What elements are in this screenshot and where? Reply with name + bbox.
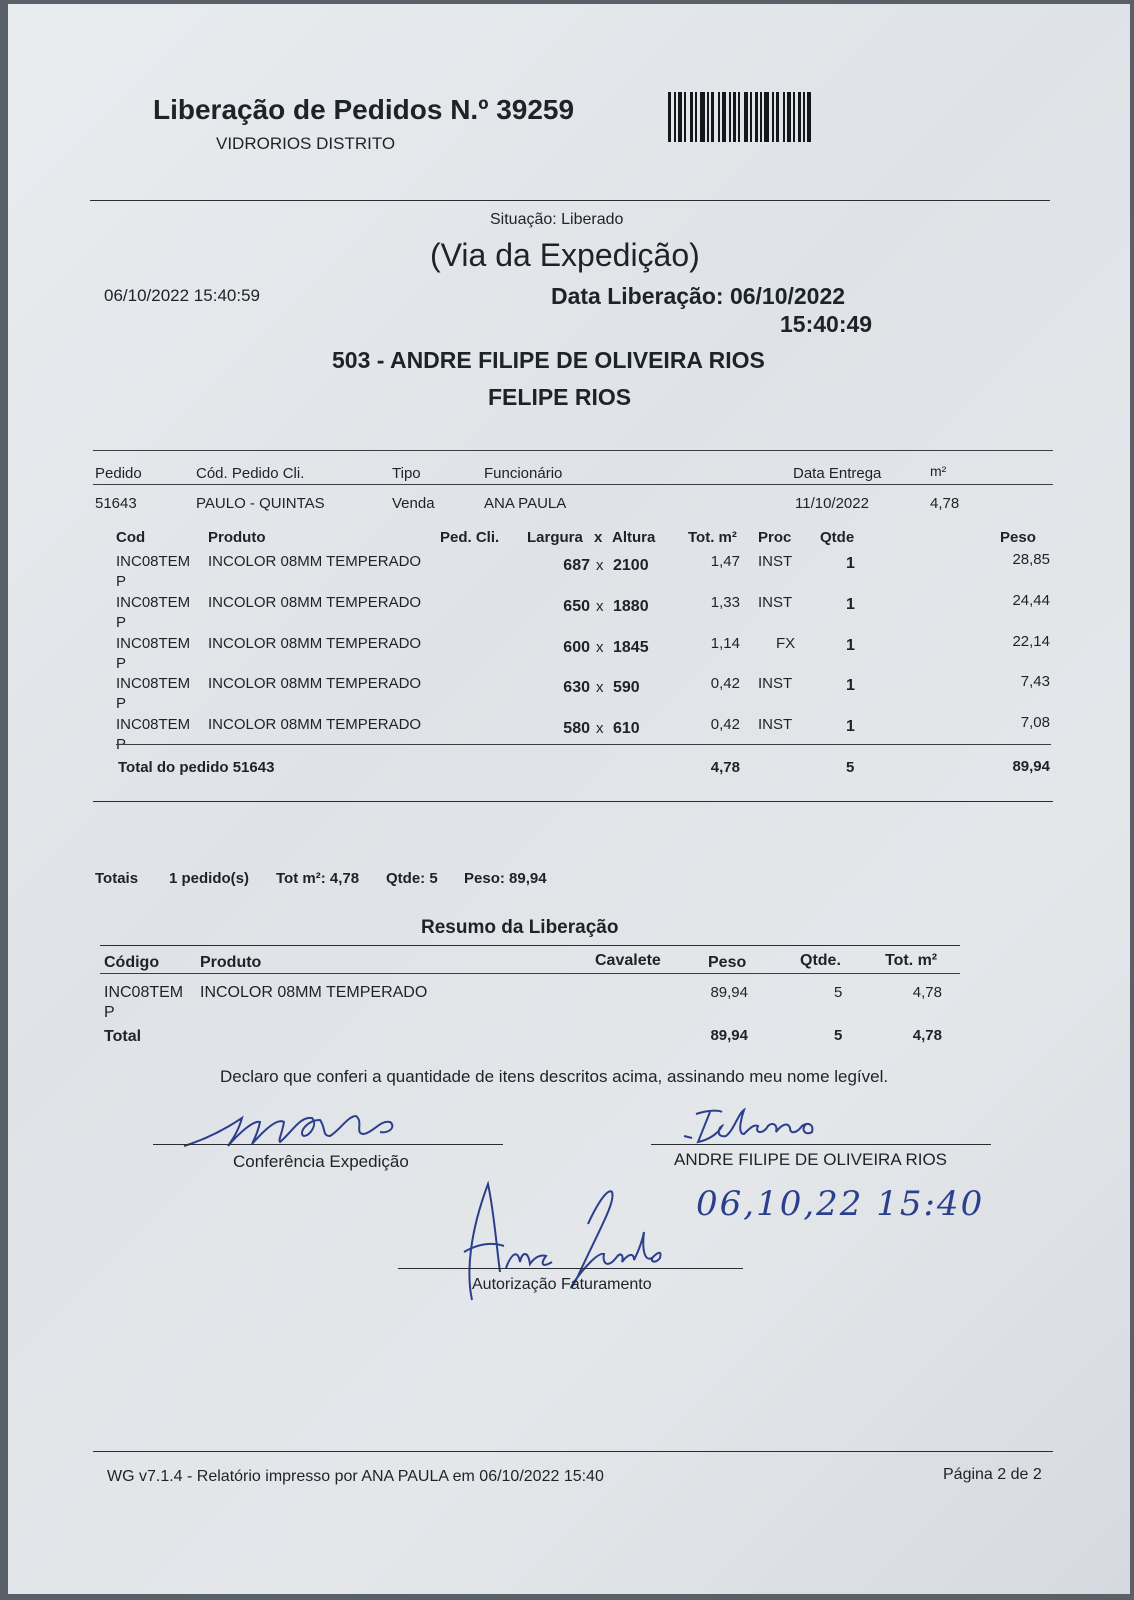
item-cod-suffix: P xyxy=(116,695,127,713)
order-pedido: 51643 xyxy=(95,495,137,512)
item-largura: 630 xyxy=(563,679,590,697)
order-tipo: Venda xyxy=(392,495,435,512)
resumo-peso-header: Peso xyxy=(708,954,747,971)
header-divider xyxy=(90,200,1050,201)
autorizacao-label: Autorização Faturamento xyxy=(472,1276,652,1293)
document-title: Liberação de Pedidos N.º 39259 xyxy=(153,94,575,125)
client-signature-line xyxy=(651,1144,991,1145)
item-x-header: x xyxy=(594,529,603,546)
order-table-top-rule xyxy=(93,450,1053,451)
conferencia-signature-line xyxy=(153,1144,503,1145)
item-x: x xyxy=(596,679,604,697)
item-proc: INST xyxy=(758,675,793,693)
col-tipo-header: Tipo xyxy=(392,465,421,482)
items-bottom-divider xyxy=(93,801,1053,802)
situacao-text: Situação: Liberado xyxy=(490,211,624,228)
barcode-icon xyxy=(668,92,838,142)
resumo-header-rule xyxy=(100,973,960,974)
resumo-peso: 89,94 xyxy=(710,984,748,1001)
item-peso: 24,44 xyxy=(1012,591,1050,609)
client-signature xyxy=(678,1100,838,1150)
resumo-cavalete-header: Cavalete xyxy=(595,952,661,969)
item-cod-suffix: P xyxy=(116,613,127,631)
item-proc: INST xyxy=(758,593,793,611)
item-cod: INC08TEM xyxy=(116,634,191,652)
item-produto: INCOLOR 08MM TEMPERADO xyxy=(208,716,422,734)
resumo-top-rule xyxy=(100,945,960,946)
data-liberacao: Data Liberação: 06/10/2022 xyxy=(551,283,846,309)
item-altura: 2100 xyxy=(613,557,649,574)
printed-datetime: 06/10/2022 15:40:59 xyxy=(104,286,260,305)
order-table-header-rule xyxy=(93,484,1053,485)
item-produto: INCOLOR 08MM TEMPERADO xyxy=(208,593,422,611)
item-tot-m2: 0,42 xyxy=(710,675,740,693)
col-cod-pedido-cli-header: Cód. Pedido Cli. xyxy=(196,465,305,482)
resumo-codigo-2: P xyxy=(104,1004,115,1021)
order-m2: 4,78 xyxy=(930,495,960,512)
resumo-codigo-header: Código xyxy=(104,954,160,971)
item-altura: 1880 xyxy=(613,597,649,615)
items-total-peso: 89,94 xyxy=(1012,758,1050,775)
item-proc: INST xyxy=(758,716,793,734)
totais-qtde: Qtde: 5 xyxy=(386,870,438,887)
item-qtde: 1 xyxy=(846,677,855,695)
totais-m2: Tot m²: 4,78 xyxy=(276,870,360,887)
resumo-tot-m2-header: Tot. m² xyxy=(885,952,938,969)
col-funcionario-header: Funcionário xyxy=(484,465,563,482)
resumo-codigo-1: INC08TEM xyxy=(104,984,184,1001)
item-cod: INC08TEM xyxy=(116,593,191,611)
item-largura: 600 xyxy=(563,638,590,656)
resumo-produto: INCOLOR 08MM TEMPERADO xyxy=(200,984,428,1001)
item-proc-header: Proc xyxy=(758,529,792,546)
via-text: (Via da Expedição) xyxy=(430,237,700,273)
item-produto: INCOLOR 08MM TEMPERADO xyxy=(208,675,422,693)
item-tot-m2-header: Tot. m² xyxy=(688,529,737,546)
item-qtde: 1 xyxy=(846,595,855,613)
footer-page: Página 2 de 2 xyxy=(943,1466,1042,1483)
item-peso: 7,08 xyxy=(1020,714,1050,732)
item-largura: 650 xyxy=(563,597,590,615)
items-total-m2: 4,78 xyxy=(710,759,740,776)
item-cod: INC08TEM xyxy=(116,553,191,570)
item-produto: INCOLOR 08MM TEMPERADO xyxy=(208,553,422,570)
item-largura: 687 xyxy=(563,557,590,574)
item-largura: 580 xyxy=(563,720,590,738)
item-largura-header: Largura xyxy=(527,529,583,546)
col-pedido-header: Pedido xyxy=(95,465,142,482)
item-altura-header: Altura xyxy=(612,529,656,546)
item-cod-suffix: P xyxy=(116,736,127,754)
order-data-entrega: 11/10/2022 xyxy=(795,495,869,512)
order-cod-pedido-cli: PAULO - QUINTAS xyxy=(196,495,325,512)
item-cod-suffix: P xyxy=(116,573,127,590)
company-name: VIDRORIOS DISTRITO xyxy=(216,134,396,153)
item-altura: 610 xyxy=(613,720,640,738)
resumo-tot-m2: 4,78 xyxy=(912,984,942,1001)
items-total-label: Total do pedido 51643 xyxy=(118,759,275,776)
totais-pedidos: 1 pedido(s) xyxy=(169,870,250,887)
client-line: 503 - ANDRE FILIPE DE OLIVEIRA RIOS xyxy=(332,347,765,373)
item-x: x xyxy=(596,638,604,656)
item-proc: INST xyxy=(758,553,793,570)
item-qtde: 1 xyxy=(846,718,855,736)
resumo-title: Resumo da Liberação xyxy=(421,917,619,938)
item-qtde: 1 xyxy=(846,636,855,654)
item-peso: 22,14 xyxy=(1012,632,1050,650)
footer-divider xyxy=(93,1451,1053,1452)
item-produto: INCOLOR 08MM TEMPERADO xyxy=(208,634,422,652)
item-x: x xyxy=(596,720,604,738)
items-total-qtde: 5 xyxy=(846,759,855,776)
item-cod: INC08TEM xyxy=(116,716,191,734)
item-produto-header: Produto xyxy=(208,529,266,546)
item-cod-header: Cod xyxy=(116,529,146,546)
item-tot-m2: 1,47 xyxy=(710,553,740,570)
item-cod-suffix: P xyxy=(116,654,127,672)
resumo-qtde: 5 xyxy=(834,984,843,1001)
handwritten-date: 06,10,22 15:40 xyxy=(696,1184,985,1224)
item-ped-cli-header: Ped. Cli. xyxy=(440,529,500,546)
footer-report: WG v7.1.4 - Relatório impresso por ANA PAULA em 06/10/2022 15:40 xyxy=(107,1468,604,1485)
col-m2-header: m² xyxy=(930,463,947,479)
resumo-produto-header: Produto xyxy=(200,954,262,971)
resumo-total-peso: 89,94 xyxy=(710,1027,748,1044)
resumo-total-tot-m2: 4,78 xyxy=(912,1027,942,1044)
item-altura: 1845 xyxy=(613,638,649,656)
item-altura: 590 xyxy=(613,679,640,697)
order-funcionario: ANA PAULA xyxy=(484,495,567,512)
item-cod: INC08TEM xyxy=(116,675,191,693)
item-peso-header: Peso xyxy=(1000,529,1036,546)
item-tot-m2: 1,33 xyxy=(710,593,740,611)
items-total-rule xyxy=(116,744,1051,745)
totais-label: Totais xyxy=(95,870,139,887)
item-tot-m2: 0,42 xyxy=(710,716,740,734)
item-proc: FX xyxy=(776,634,796,652)
item-x: x xyxy=(596,557,604,574)
resumo-total-qtde: 5 xyxy=(834,1027,843,1044)
item-peso: 7,43 xyxy=(1020,673,1050,691)
item-x: x xyxy=(596,597,604,615)
item-tot-m2: 1,14 xyxy=(710,634,740,652)
item-qtde-header: Qtde xyxy=(820,529,855,546)
autorizacao-signature-line xyxy=(398,1268,743,1269)
col-data-entrega-header: Data Entrega xyxy=(793,465,882,482)
resumo-qtde-header: Qtde. xyxy=(800,952,841,969)
resumo-total-label: Total xyxy=(104,1028,142,1045)
item-peso: 28,85 xyxy=(1012,551,1050,568)
declaration-text: Declaro que conferi a quantidade de itens descritos acima, assinando meu nome legível. xyxy=(220,1067,889,1086)
conferencia-label: Conferência Expedição xyxy=(233,1152,409,1171)
totais-peso: Peso: 89,94 xyxy=(464,870,547,887)
client-name: FELIPE RIOS xyxy=(488,384,632,410)
item-qtde: 1 xyxy=(846,555,855,572)
data-liberacao-time: 15:40:49 xyxy=(780,311,873,337)
client-label: ANDRE FILIPE DE OLIVEIRA RIOS xyxy=(674,1150,948,1169)
document-page xyxy=(8,4,1130,1594)
